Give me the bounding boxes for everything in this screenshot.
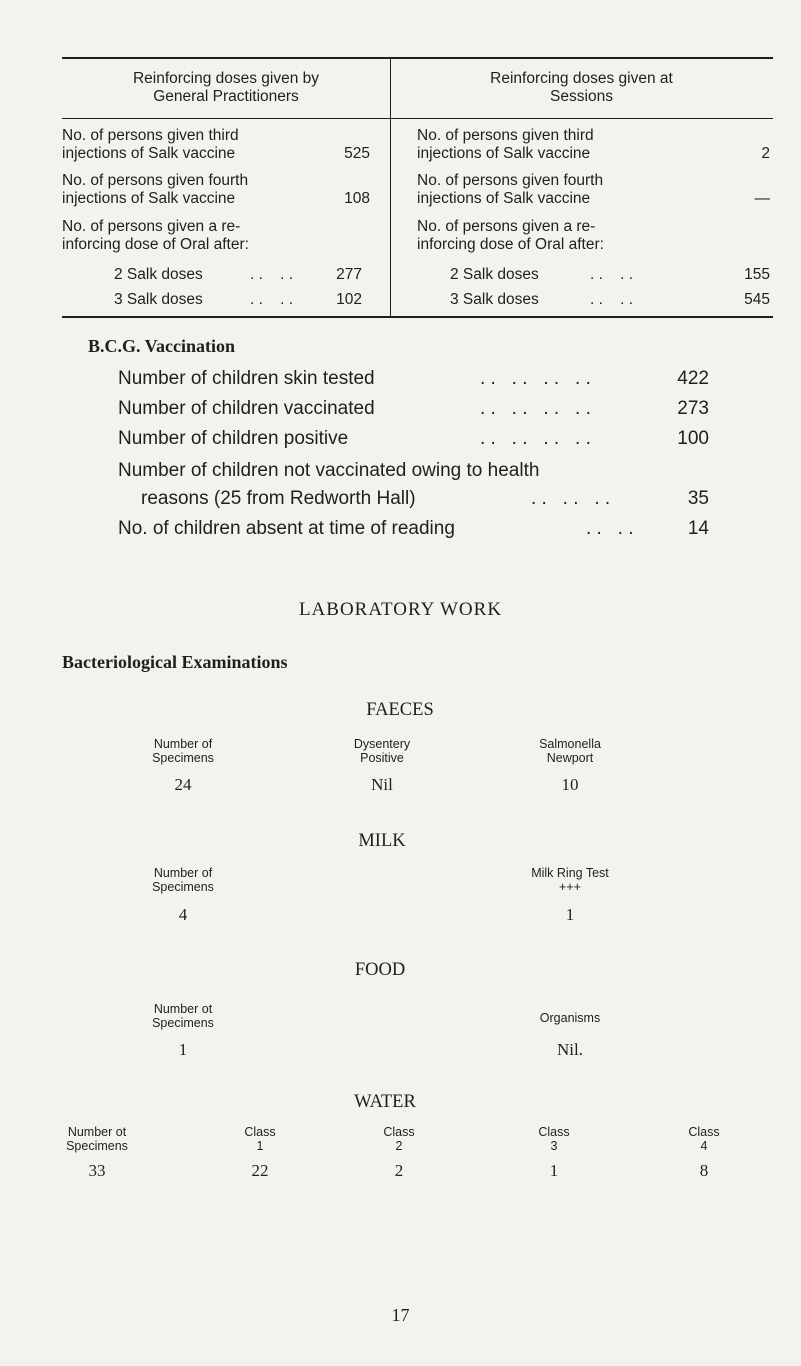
faeces-specimens-value: 24: [174, 775, 192, 794]
left-oral-label: No. of persons given a re- inforcing dose of Oral after:: [62, 218, 249, 253]
faeces-specimens-header: Number of Specimens: [152, 737, 214, 765]
bcg-heading: B.C.G. Vaccination: [88, 336, 236, 356]
bcg-skin-tested-dots: . . . . . . . .: [480, 368, 591, 389]
left-salk3-label: 3 Salk doses: [114, 291, 203, 308]
right-salk3-value: 545: [744, 291, 770, 308]
right-salk2-value: 155: [744, 266, 770, 283]
food-heading: FOOD: [354, 960, 406, 980]
bcg-not-vaccinated-dots: . . . . . .: [531, 488, 611, 509]
food-organisms-value: Nil.: [557, 1040, 583, 1059]
left-third-injections-label: No. of persons given third injections of Salk vaccine: [62, 127, 239, 162]
milk-ring-test-header: Milk Ring Test +++: [531, 866, 609, 894]
right-third-injections-label: No. of persons given third injections of Salk vaccine: [417, 127, 594, 162]
right-oral-label: No. of persons given a re- inforcing dose of Oral after:: [417, 218, 604, 253]
food-organisms-header: Organisms: [539, 1011, 601, 1025]
bcg-skin-tested-label: Number of children skin tested: [118, 368, 375, 389]
water-class-1-value: 22: [251, 1161, 269, 1180]
left-salk2-value: 277: [336, 266, 362, 283]
faeces-salmonella-value: 10: [561, 775, 579, 794]
bcg-positive-value: 100: [677, 428, 709, 449]
bcg-not-vaccinated-reason: reasons (25 from Redworth Hall): [141, 488, 416, 509]
page-number: 17: [391, 1305, 410, 1325]
left-salk3-dots: . . . .: [250, 291, 294, 308]
water-class-2-header: Class 2: [383, 1125, 415, 1153]
bcg-not-vaccinated-value: 35: [687, 488, 709, 509]
right-salk3-dots: . . . .: [590, 291, 634, 308]
bcg-vaccinated-label: Number of children vaccinated: [118, 398, 375, 419]
bacteriological-heading: Bacteriological Examinations: [62, 652, 288, 672]
left-fourth-injections-label: No. of persons given fourth injections of Salk vaccine: [62, 172, 249, 207]
right-third-injections-value: 2: [761, 145, 770, 162]
laboratory-work-heading: LABORATORY WORK: [298, 599, 503, 620]
water-class-4-value: 8: [699, 1161, 709, 1180]
water-class-1-header: Class 1: [244, 1125, 276, 1153]
water-heading: WATER: [354, 1092, 416, 1112]
water-specimens-value: 33: [88, 1161, 106, 1180]
faeces-heading: FAECES: [366, 700, 434, 720]
bcg-not-vaccinated-label: Number of children not vaccinated owing to health: [118, 460, 540, 481]
left-salk3-value: 102: [336, 291, 362, 308]
right-column-header: Reinforcing doses given at Sessions: [490, 70, 673, 105]
right-fourth-injections-label: No. of persons given fourth injections of Salk vaccine: [417, 172, 604, 207]
food-specimens-value: 1: [178, 1040, 188, 1059]
left-column-header: Reinforcing doses given by General Practitioners: [132, 70, 320, 105]
right-fourth-injections-value: —: [754, 190, 770, 207]
left-salk2-label: 2 Salk doses: [114, 266, 203, 283]
bcg-positive-label: Number of children positive: [118, 428, 349, 449]
bcg-absent-label: No. of children absent at time of reading: [118, 518, 455, 539]
bcg-skin-tested-value: 422: [677, 368, 709, 389]
faeces-dysentery-value: Nil: [371, 775, 393, 794]
bcg-vaccinated-dots: . . . . . . . .: [480, 398, 591, 419]
bcg-vaccinated-value: 273: [677, 398, 709, 419]
bcg-positive-dots: . . . . . . . .: [480, 428, 591, 449]
right-salk2-label: 2 Salk doses: [450, 266, 539, 283]
faeces-dysentery-header: Dysentery Positive: [353, 737, 411, 765]
left-fourth-injections-value: 108: [344, 190, 370, 207]
right-salk2-dots: . . . .: [590, 266, 634, 283]
right-salk3-label: 3 Salk doses: [450, 291, 539, 308]
left-third-injections-value: 525: [344, 145, 370, 162]
milk-heading: MILK: [358, 831, 406, 851]
bcg-absent-value: 14: [687, 518, 709, 539]
water-class-2-value: 2: [394, 1161, 404, 1180]
water-class-3-header: Class 3: [538, 1125, 570, 1153]
milk-ring-test-value: 1: [565, 905, 575, 924]
table-header-rule: [62, 118, 773, 119]
table-bottom-rule: [62, 316, 773, 318]
table-top-rule: [62, 57, 773, 59]
milk-specimens-value: 4: [178, 905, 188, 924]
water-specimens-header: Number ot Specimens: [66, 1125, 128, 1153]
milk-specimens-header: Number of Specimens: [152, 866, 214, 894]
water-class-4-header: Class 4: [688, 1125, 720, 1153]
food-specimens-header: Number ot Specimens: [152, 1002, 214, 1030]
faeces-salmonella-header: Salmonella Newport: [539, 737, 601, 765]
left-salk2-dots: . . . .: [250, 266, 294, 283]
water-class-3-value: 1: [549, 1161, 559, 1180]
bcg-absent-dots: . . . .: [586, 518, 634, 539]
